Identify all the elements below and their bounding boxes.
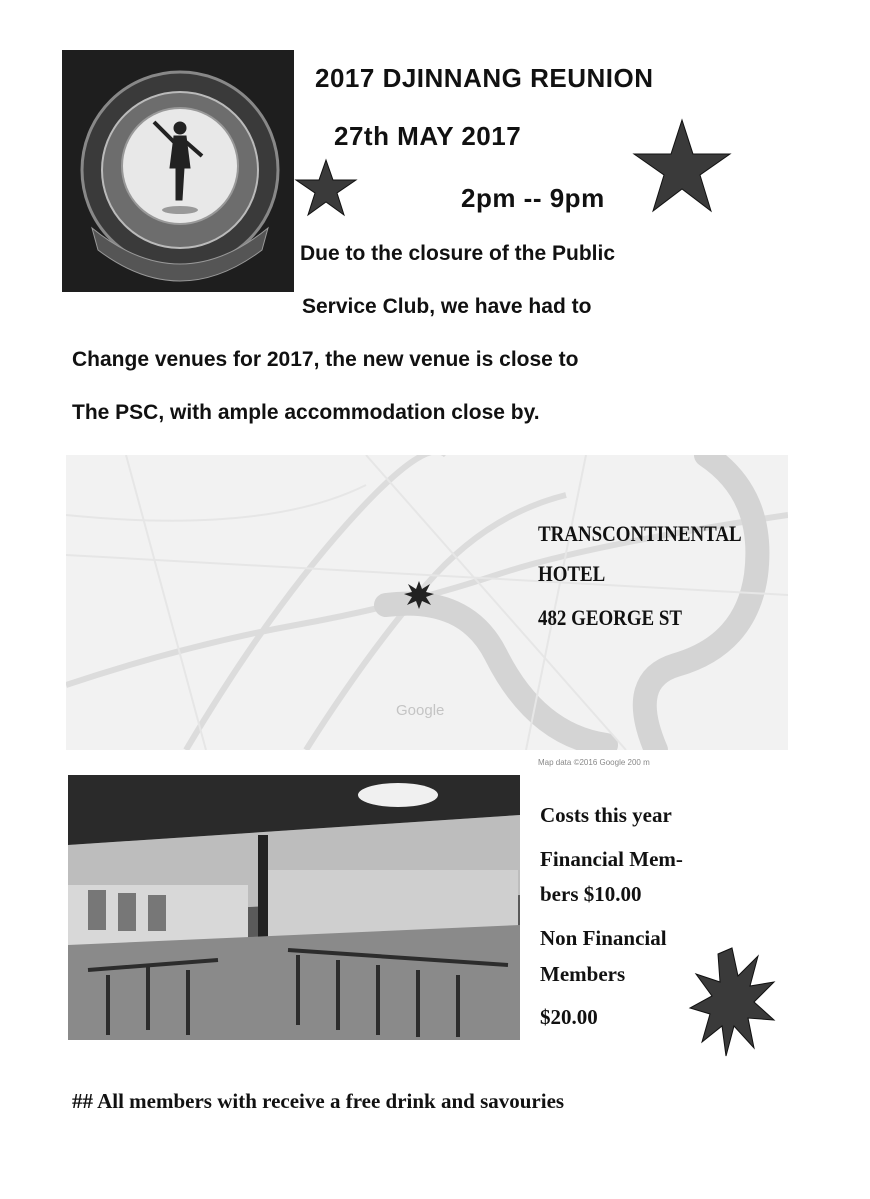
cost-nonfinancial: Non Financial xyxy=(540,926,667,950)
venue-photo xyxy=(68,775,520,1040)
footer-note: ## All members with receive a free drink and savouries xyxy=(72,1089,565,1113)
venue-address: 482 GEORGE ST xyxy=(538,605,683,630)
venue-name: HOTEL xyxy=(538,561,606,586)
star-icon xyxy=(293,158,359,223)
cost-nonfinancial: Members xyxy=(540,962,626,986)
event-date: 27th MAY 2017 xyxy=(334,121,522,151)
intro-line: Service Club, we have had to xyxy=(302,295,592,318)
venue-name: TRANSCONTINENTAL xyxy=(538,521,742,546)
map-watermark: Google xyxy=(396,702,445,719)
costs-heading: Costs this year xyxy=(540,803,672,827)
emblem-logo xyxy=(62,50,294,292)
event-time: 2pm -- 9pm xyxy=(461,183,605,213)
cost-financial: bers $10.00 xyxy=(540,882,642,906)
cost-financial: Financial Mem- xyxy=(540,847,683,871)
intro-line: The PSC, with ample accommodation close by. xyxy=(72,401,540,424)
map-marker-icon[interactable] xyxy=(403,580,435,615)
burst-icon xyxy=(688,946,776,1063)
map-credit: Map data ©2016 Google 200 m xyxy=(538,758,650,767)
event-title: 2017 DJINNANG REUNION xyxy=(315,63,654,93)
cost-nonfinancial: $20.00 xyxy=(540,1005,598,1029)
star-icon xyxy=(630,118,734,219)
intro-line: Due to the closure of the Public xyxy=(300,242,616,265)
intro-line: Change venues for 2017, the new venue is close to xyxy=(72,348,579,371)
